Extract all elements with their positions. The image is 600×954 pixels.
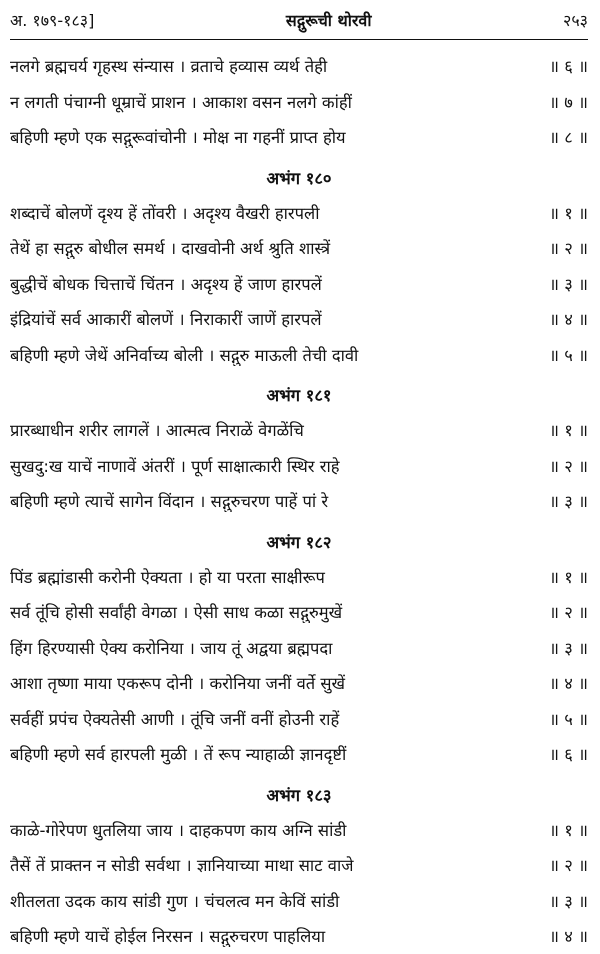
verse-line [10,594,588,630]
verse-text: हिंग हिरण्यासी ऐक्य करोनिया । जाय तूं अद्वया ब्रह्मपदा [10,638,333,658]
page-header [10,0,588,40]
verse-text: सर्वहीं प्रपंच ऐक्यतेसी आणी । तूंचि जनीं वनीं होउनी राहें [10,709,340,729]
verse-number: ॥ ५ ॥ [549,345,588,365]
verse-line [10,48,588,84]
abhang-heading: अभंग १८२ [266,532,332,552]
abhang-block [10,155,588,373]
verse-number: ॥ ३ ॥ [549,891,588,911]
abhang-heading: अभंग १८१ [266,386,332,405]
verse-text: न लगती पंचाग्नी धूम्राचें प्राशन । आकाश वसन नलगे कांहीं [10,92,352,112]
verse-number: ॥ ४ ॥ [549,927,588,947]
abhang-heading: अभंग १८३ [266,785,332,805]
page-number: २५३ [563,10,588,30]
verse-line [10,337,588,373]
verse-text: शब्दाचें बोलणें दृश्य हें तोंवरी । अदृश्य वैखरी हारपली [10,203,320,223]
verse-number: ॥ १ ॥ [549,421,588,441]
header-title: सद्गुरूची थोरवी [285,10,372,30]
verse-number: ॥ २ ॥ [549,603,588,623]
verse-number: ॥ ५ ॥ [549,709,588,729]
verse-number: ॥ ६ ॥ [549,57,588,77]
abhang-block [10,772,588,954]
verse-text: तेथें हा सद्गुरु बोधील समर्थ । दाखवोनी अर्थ श्रुति शास्त्रें [10,239,331,259]
verse-number: ॥ ७ ॥ [549,92,588,112]
verse-text: बहिणी म्हणे सर्व हारपली मुळी । तें रूप न्याहाळी ज्ञानदृष्टीं [10,745,347,765]
verse-text: सुखदु:ख याचें नाणावें अंतरीं । पूर्ण साक्षात्कारी स्थिर राहे [10,456,340,476]
verse-line [10,266,588,302]
verse-number: ॥ २ ॥ [549,239,588,259]
verse-line [10,119,588,155]
verse-line [10,412,588,448]
verse-text: बहिणी म्हणे याचें होईल निरसन । सद्गुरुचरण पाहलिया [10,927,326,947]
verse-text: बुद्धीचें बोधक चित्ताचें चिंतन । अदृश्य हें जाण हारपलें [10,274,322,294]
verse-line [10,448,588,484]
verse-number: ॥ ८ ॥ [549,128,588,148]
verse-line [10,736,588,772]
verse-text: नलगे ब्रह्मचर्य गृहस्थ संन्यास । व्रताचे हव्यास व्यर्थ तेही [10,57,328,77]
verse-line [10,918,588,954]
verse-text: बहिणी म्हणे त्याचें सागेन विंदान । सद्गुरुचरण पाहें पां रे [10,492,329,512]
verse-line [10,195,588,231]
abhang-block [10,372,588,519]
verse-number: ॥ २ ॥ [549,456,588,476]
verse-text: पिंड ब्रह्मांडासी करोनी ऐक्यता । हो या परता साक्षीरूप [10,567,325,587]
verse-text: शीतलता उदक काय सांडी गुण । चंचलत्व मन केविं सांडी [10,891,340,911]
verse-number: ॥ १ ॥ [549,567,588,587]
verse-text: बहिणी म्हणे जेथें अनिर्वाच्य बोली । सद्गुरु माऊली तेची दावी [10,345,359,365]
verse-number: ॥ ३ ॥ [549,638,588,658]
abhang-heading: अभंग १८० [266,168,332,188]
verse-line [10,301,588,337]
verse-line [10,630,588,666]
verse-number: ॥ ३ ॥ [549,492,588,512]
verse-number: ॥ ३ ॥ [549,274,588,294]
verse-line [10,559,588,595]
verse-text: इंद्रियांचें सर्व आकारीं बोलणें । निराकारीं जाणें हारपलें [10,310,322,330]
verse-text: आशा तृष्णा माया एकरूप दोनी । करोनिया जनीं वर्ते सुखें [10,674,346,694]
verse-line [10,84,588,120]
verse-text: बहिणी म्हणे एक सद्गुरूवांचोनी । मोक्ष ना गहनीं प्राप्त होय [10,128,346,148]
header-verse-range: अ. १७९-१८३] [10,10,95,30]
verse-number: ॥ १ ॥ [549,820,588,840]
verse-line [10,847,588,883]
verse-line [10,665,588,701]
verse-number: ॥ ४ ॥ [549,310,588,330]
verse-text: तैसें तें प्राक्तन न सोडी सर्वथा । ज्ञानियाच्या माथा साट वाजे [10,856,354,876]
verse-number: ॥ २ ॥ [549,856,588,876]
verse-line [10,883,588,919]
verse-line [10,812,588,848]
verse-line [10,230,588,266]
page-content [10,40,588,954]
verse-text: काळे-गोरेपण धुतलिया जाय । दाहकपण काय अग्नि सांडी [10,820,347,840]
verse-number: ॥ ६ ॥ [549,745,588,765]
verse-line [10,701,588,737]
verse-text: प्रारब्धाधीन शरीर लागलें । आत्मत्व निराळें वेगळेंचि [10,421,304,441]
verse-number: ॥ १ ॥ [549,203,588,223]
abhang-block [10,519,588,772]
abhang-block [10,40,588,155]
verse-number: ॥ ४ ॥ [549,674,588,694]
verse-text: सर्व तूंचि होसी सर्वांही वेगळा । ऐसी साध कळा सद्गुरुमुखें [10,603,343,623]
verse-line [10,483,588,519]
